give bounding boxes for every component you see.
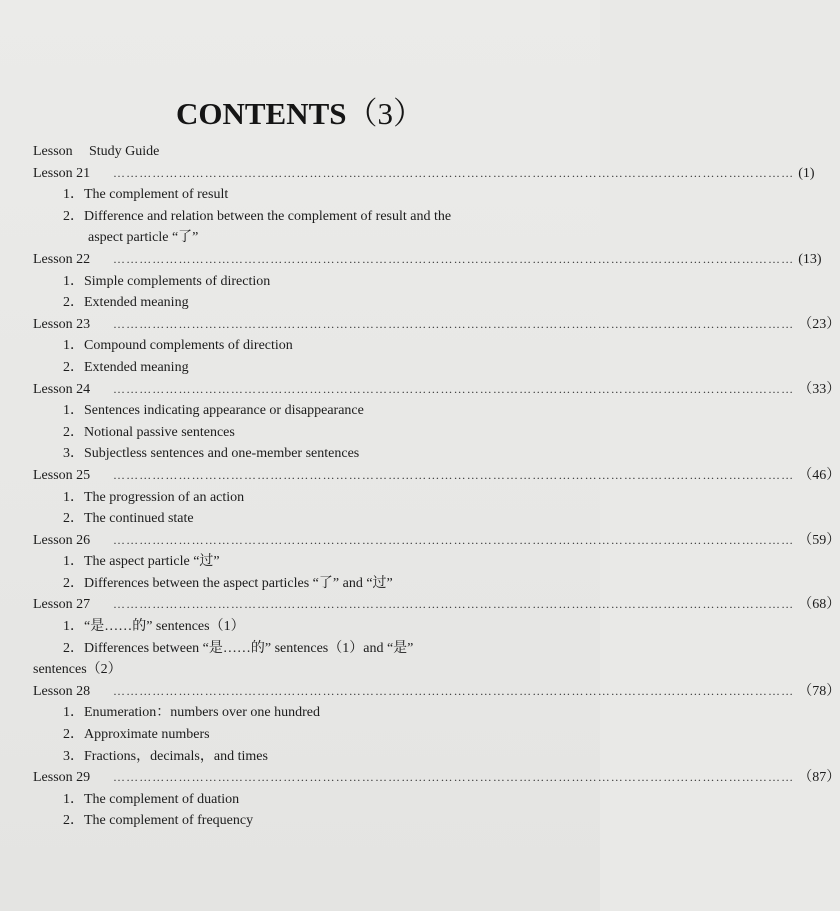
header-study-guide: Study Guide	[89, 144, 160, 159]
toc-topic: 1．The progression of an action	[63, 489, 245, 505]
page-reference: （46）	[798, 467, 840, 483]
toc-topic: 2．The complement of frequency	[63, 813, 254, 829]
dot-leader: …………………………………………………………………………………………………………………………………………	[113, 381, 795, 396]
toc-lesson-row[interactable]	[33, 465, 840, 487]
toc-lesson-row[interactable]	[33, 767, 840, 789]
toc-lesson-row[interactable]	[33, 163, 815, 185]
lesson-name: Lesson 28	[33, 683, 91, 699]
lesson-name: Lesson 26	[33, 532, 91, 548]
title-text: CONTENTS	[175, 96, 347, 131]
toc-topic: 2．The continued state	[63, 511, 194, 527]
dot-leader: …………………………………………………………………………………………………………………………………………	[113, 316, 795, 331]
toc-topic: 2．Differences between the aspect particles “了” and “过”	[63, 575, 393, 591]
dot-leader: …………………………………………………………………………………………………………………………………………	[113, 532, 795, 547]
toc-lesson-row[interactable]	[33, 249, 822, 271]
toc-topic: 1．Compound complements of direction	[63, 338, 293, 354]
dot-leader: …………………………………………………………………………………………………………………………………………	[113, 683, 795, 698]
toc-topic: 3．Subjectless sentences and one-member sentences	[63, 446, 360, 462]
toc-topic: 1．Enumeration：numbers over one hundred	[63, 705, 320, 721]
header-lesson: Lesson	[33, 144, 73, 159]
title-volume-number: （3）	[346, 96, 425, 131]
toc-topic: 2．Extended meaning	[63, 295, 189, 311]
lesson-name: Lesson 27	[33, 597, 91, 613]
lesson-name: Lesson 29	[33, 770, 91, 786]
toc-topic-continuation: sentences（2）	[33, 662, 122, 678]
dot-leader: …………………………………………………………………………………………………………………………………………	[113, 597, 795, 612]
toc-topic: 1．The aspect particle “过”	[63, 554, 220, 570]
page-reference: （87）	[798, 770, 840, 786]
page-title	[0, 88, 600, 133]
toc-topic: 2．Extended meaning	[63, 359, 189, 375]
toc-lesson-row[interactable]	[33, 681, 840, 703]
lesson-name: Lesson 23	[33, 316, 91, 332]
lesson-name: Lesson 22	[33, 251, 91, 267]
toc-topic: 2．Notional passive sentences	[63, 424, 235, 440]
toc-lesson-row[interactable]	[33, 314, 840, 336]
toc-topic: 1．The complement of duation	[63, 791, 240, 807]
toc-topic: 1．“是……的” sentences（1）	[63, 619, 245, 635]
toc-header	[33, 141, 553, 163]
toc-topic: 1．Sentences indicating appearance or disappearance	[63, 403, 364, 419]
page-reference: （59）	[798, 532, 840, 548]
page-reference: （23）	[798, 316, 840, 332]
toc-lesson-row[interactable]	[33, 594, 840, 616]
dot-leader: …………………………………………………………………………………………………………………………………………	[113, 467, 795, 482]
page-reference: (13)	[798, 251, 822, 267]
page-reference: （68）	[798, 597, 840, 613]
toc-topic: 2．Difference and relation between the complement of result and the	[63, 208, 452, 224]
dot-leader: …………………………………………………………………………………………………………………………………………	[113, 165, 795, 180]
lesson-name: Lesson 25	[33, 467, 91, 483]
toc-topic: 2．Approximate numbers	[63, 727, 210, 743]
toc-topic: 1．Simple complements of direction	[63, 273, 271, 289]
toc-topic-continuation: aspect particle “了”	[88, 230, 199, 246]
lesson-name: Lesson 21	[33, 165, 91, 181]
dot-leader: …………………………………………………………………………………………………………………………………………	[113, 251, 795, 266]
dot-leader: …………………………………………………………………………………………………………………………………………	[113, 770, 795, 785]
toc-topic: 2．Differences between “是……的” sentences（1）and “是”	[63, 640, 414, 656]
page-reference: （78）	[798, 683, 840, 699]
table-of-contents	[33, 141, 840, 832]
page-reference: (1)	[798, 165, 815, 181]
toc-lesson-row[interactable]	[33, 379, 840, 401]
lesson-name: Lesson 24	[33, 381, 91, 397]
toc-topic: 3．Fractions，decimals，and times	[63, 748, 268, 764]
toc-lesson-row[interactable]	[33, 530, 840, 552]
toc-topic: 1．The complement of result	[63, 187, 229, 203]
page-reference: （33）	[798, 381, 840, 397]
